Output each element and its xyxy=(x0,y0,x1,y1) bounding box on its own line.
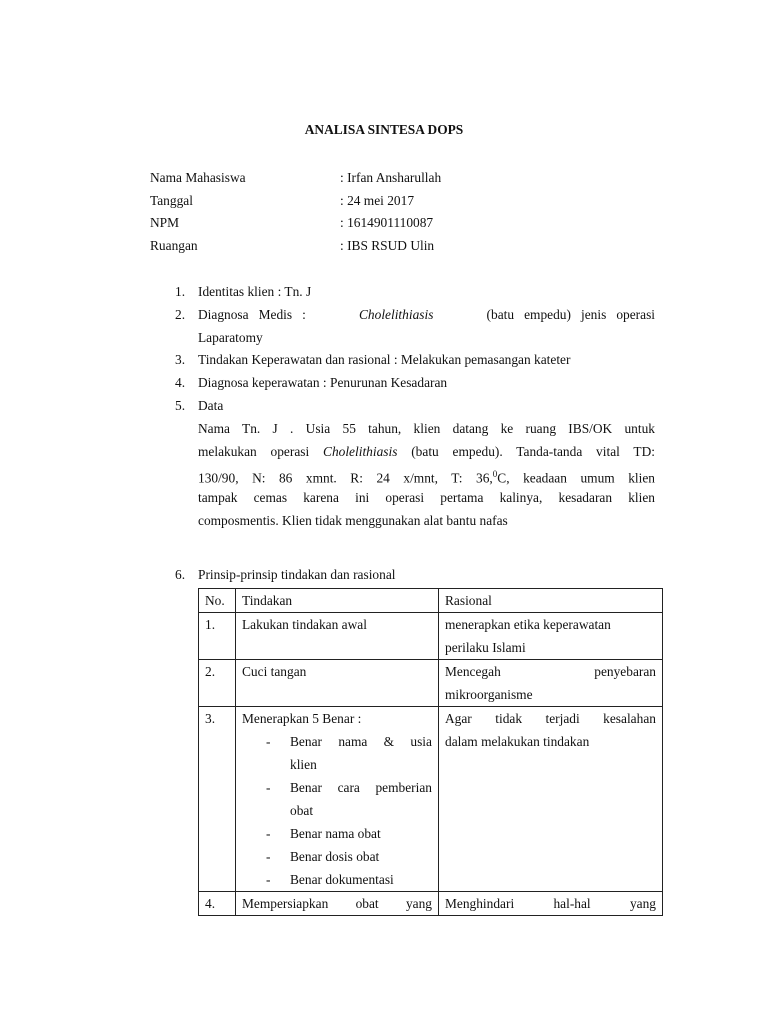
cell-tindakan: Cuci tangan xyxy=(236,660,439,707)
tindakan-line: Menerapkan 5 Benar : xyxy=(242,711,362,726)
item-text: Diagnosa keperawatan : Penurunan Kesadaran xyxy=(198,375,448,390)
table-row xyxy=(199,613,663,660)
item-number: 6. xyxy=(175,567,186,582)
rasional-line: dalam melakukan tindakan xyxy=(445,734,590,749)
cell-rasional xyxy=(439,660,663,707)
list-item xyxy=(242,845,432,868)
cell-no: 1. xyxy=(199,613,236,660)
tindakan-line xyxy=(242,892,432,915)
info-value: : Irfan Ansharullah xyxy=(340,170,442,185)
item-number: 3. xyxy=(175,352,186,367)
principles-table xyxy=(198,588,663,916)
paragraph-line: tampak cemas karena ini operasi pertama kalinya, kesadaran klien xyxy=(198,490,655,505)
word: nama xyxy=(338,734,368,749)
list-item xyxy=(242,730,432,776)
table-row xyxy=(199,707,663,892)
cell-rasional xyxy=(439,892,663,916)
rasional-line xyxy=(445,707,656,730)
table-row xyxy=(199,892,663,916)
rasional-line: menerapkan etika keperawatan xyxy=(445,617,611,632)
word: yang xyxy=(405,896,432,911)
cell-tindakan xyxy=(236,892,439,916)
info-label: Tanggal xyxy=(150,193,193,208)
cell-no: 2. xyxy=(199,660,236,707)
item-number: 4. xyxy=(175,375,186,390)
sub-line: Benar dokumentasi xyxy=(290,872,394,887)
item-text-line2: Laparatomy xyxy=(198,330,263,345)
rasional-line: mikroorganisme xyxy=(445,687,533,702)
word: Mempersiapkan xyxy=(242,896,329,911)
info-label: Nama Mahasiswa xyxy=(150,170,246,185)
text-run: C, keadaan umum klien xyxy=(497,470,655,486)
word: obat xyxy=(355,896,379,911)
list-item xyxy=(242,822,432,845)
paragraph-line: Nama Tn. J . Usia 55 tahun, klien datang ke ruang IBS/OK untuk xyxy=(198,421,655,436)
text-run-italic: Cholelithiasis xyxy=(323,444,398,459)
word: Menghindari xyxy=(445,896,515,911)
item-number: 5. xyxy=(175,398,186,413)
word: Agar xyxy=(445,711,472,726)
word: & xyxy=(383,734,395,749)
item-text-suffix: (batu empedu) jenis operasi xyxy=(486,307,655,322)
item-text-line1 xyxy=(198,303,655,326)
paragraph-line xyxy=(198,463,655,486)
cell-rasional xyxy=(439,613,663,660)
header-tindakan: Tindakan xyxy=(236,589,439,613)
word: Benar xyxy=(290,734,322,749)
cell-tindakan xyxy=(236,707,439,892)
cell-no: 3. xyxy=(199,707,236,892)
sub-line xyxy=(290,776,432,799)
word: yang xyxy=(629,896,656,911)
info-value: : IBS RSUD Ulin xyxy=(340,238,435,253)
header-no: No. xyxy=(199,589,236,613)
info-value: : 1614901110087 xyxy=(340,215,434,230)
table-row xyxy=(199,660,663,707)
sub-line: Benar dosis obat xyxy=(290,849,380,864)
table-header-row xyxy=(199,589,663,613)
header-rasional: Rasional xyxy=(439,589,663,613)
word: Mencegah xyxy=(445,664,501,679)
info-label: Ruangan xyxy=(150,238,198,253)
sub-line: Benar nama obat xyxy=(290,826,381,841)
text-run: 130/90, N: 86 xmnt. R: 24 x/mnt, T: 36, xyxy=(198,470,493,486)
dash-bullet: - xyxy=(266,849,271,864)
paragraph-line xyxy=(198,440,655,463)
five-rights-list xyxy=(242,730,432,891)
text-run: melakukan operasi xyxy=(198,444,310,459)
item-text-prefix: Diagnosa Medis : xyxy=(198,307,306,322)
sub-line xyxy=(290,730,432,753)
word: terjadi xyxy=(545,711,580,726)
item-text: Identitas klien : Tn. J xyxy=(198,284,312,299)
word: Benar xyxy=(290,780,322,795)
list-item-diagnosa-medis xyxy=(175,303,655,349)
dash-bullet: - xyxy=(266,872,271,887)
sub-line: obat xyxy=(290,803,314,818)
superscript: 0 xyxy=(492,469,498,479)
document-title: ANALISA SINTESA DOPS xyxy=(304,122,464,137)
word: tidak xyxy=(495,711,523,726)
rasional-line xyxy=(445,892,656,915)
list-item xyxy=(242,776,432,822)
item-text: Data xyxy=(198,398,224,413)
item-number: 1. xyxy=(175,284,186,299)
text-run: (batu empedu). Tanda-tanda vital TD: xyxy=(411,444,655,459)
item-text: Tindakan Keperawatan dan rasional : Melakukan pemasangan kateter xyxy=(198,352,571,367)
cell-no: 4. xyxy=(199,892,236,916)
item-text-italic: Cholelithiasis xyxy=(359,307,434,322)
word: kesalahan xyxy=(603,711,656,726)
info-value: : 24 mei 2017 xyxy=(340,193,415,208)
dash-bullet: - xyxy=(266,780,271,795)
paragraph-line: composmentis. Klien tidak menggunakan alat bantu nafas xyxy=(198,513,508,528)
word: penyebaran xyxy=(594,664,656,679)
item-number: 2. xyxy=(175,307,186,322)
word: hal-hal xyxy=(553,896,591,911)
list-item xyxy=(242,868,432,891)
cell-tindakan: Lakukan tindakan awal xyxy=(236,613,439,660)
item-text: Prinsip-prinsip tindakan dan rasional xyxy=(198,567,396,582)
data-paragraph xyxy=(198,417,655,532)
rasional-line: perilaku Islami xyxy=(445,640,526,655)
word: cara xyxy=(337,780,360,795)
info-label: NPM xyxy=(150,215,180,230)
word: pemberian xyxy=(375,780,432,795)
cell-rasional xyxy=(439,707,663,892)
sub-line: klien xyxy=(290,757,317,772)
dash-bullet: - xyxy=(266,826,271,841)
rasional-line xyxy=(445,660,656,683)
dash-bullet: - xyxy=(266,734,271,749)
word: usia xyxy=(410,734,432,749)
